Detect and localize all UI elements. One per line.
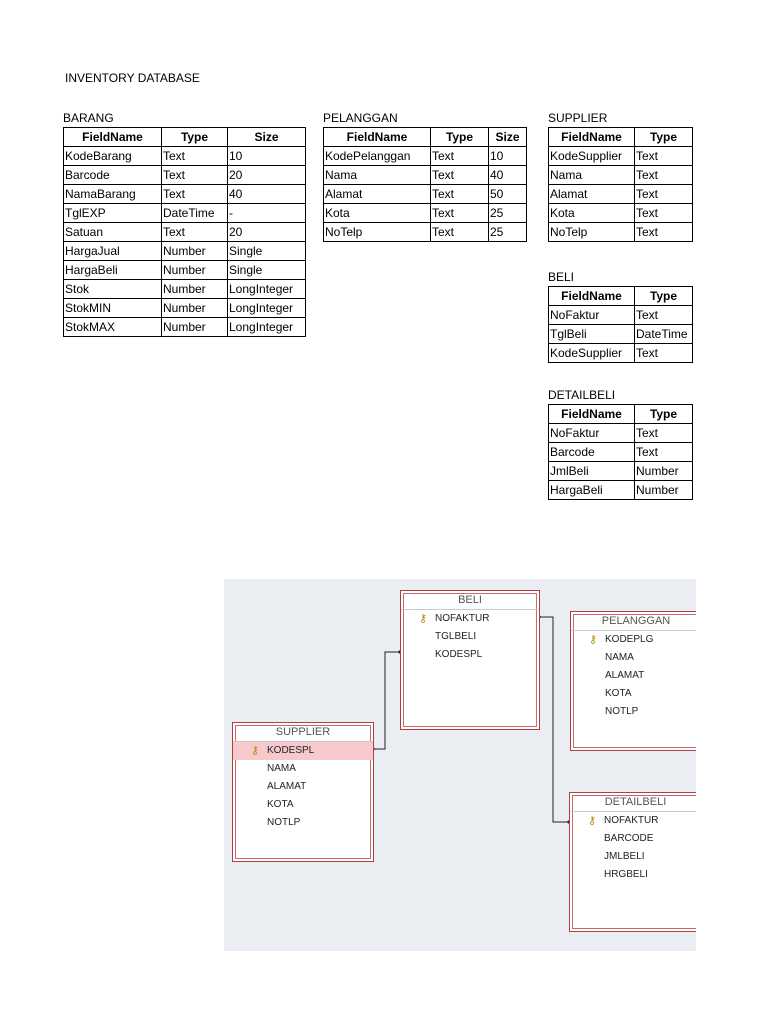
entity-field-label: ALAMAT xyxy=(605,670,645,681)
field-table xyxy=(63,127,306,337)
table-cell: Kota xyxy=(324,204,431,223)
table-row xyxy=(64,261,306,280)
table-cell: Single xyxy=(228,242,306,261)
table-row xyxy=(549,344,693,363)
table-cell: LongInteger xyxy=(228,280,306,299)
table-cell: Text xyxy=(635,344,693,363)
table-label: PELANGGAN xyxy=(323,111,398,125)
table-cell: KodePelanggan xyxy=(324,147,431,166)
table-cell: 40 xyxy=(489,166,527,185)
entity-field[interactable] xyxy=(571,649,696,667)
entity-field[interactable] xyxy=(570,830,696,848)
entity-field[interactable] xyxy=(233,742,373,760)
table-cell: Text xyxy=(635,306,693,325)
entity-field-label: HRGBELI xyxy=(604,869,648,880)
entity-supplier[interactable] xyxy=(232,722,374,862)
table-cell: Alamat xyxy=(549,185,635,204)
table-cell: 20 xyxy=(228,223,306,242)
table-cell: DateTime xyxy=(162,204,228,223)
column-header: FieldName xyxy=(549,287,635,306)
table-cell: Text xyxy=(162,223,228,242)
entity-field[interactable] xyxy=(571,667,696,685)
table-label: BARANG xyxy=(63,111,114,125)
table-row xyxy=(64,204,306,223)
entity-field-label: KOTA xyxy=(267,799,294,810)
entity-field-label: NAMA xyxy=(267,763,296,774)
table-cell: Text xyxy=(635,204,693,223)
entity-field-label: TGLBELI xyxy=(435,631,477,642)
entity-field-label: JMLBELI xyxy=(604,851,645,862)
table-row xyxy=(64,280,306,299)
entity-field[interactable] xyxy=(233,814,373,832)
header-row xyxy=(549,405,693,424)
table-cell: 50 xyxy=(489,185,527,204)
field-table xyxy=(323,127,527,242)
table-cell: Single xyxy=(228,261,306,280)
entity-field-label: BARCODE xyxy=(604,833,654,844)
table-cell: Text xyxy=(431,204,489,223)
table-cell: Text xyxy=(635,443,693,462)
table-cell: StokMIN xyxy=(64,299,162,318)
entity-field[interactable] xyxy=(571,685,696,703)
table-cell: Satuan xyxy=(64,223,162,242)
table-row xyxy=(549,424,693,443)
table-cell: TglBeli xyxy=(549,325,635,344)
key-icon: ⚷ xyxy=(251,745,260,757)
column-header: Size xyxy=(489,128,527,147)
table-cell: StokMAX xyxy=(64,318,162,337)
entity-field-label: NOTLP xyxy=(605,706,639,717)
table-cell: LongInteger xyxy=(228,299,306,318)
table-row xyxy=(324,223,527,242)
table-cell: Alamat xyxy=(324,185,431,204)
table-row xyxy=(549,166,693,185)
relation-beli-detailbeli xyxy=(539,617,569,822)
table-barang xyxy=(63,111,306,337)
table-row xyxy=(64,318,306,337)
key-icon: ⚷ xyxy=(588,815,597,827)
entity-field-label: NOFAKTUR xyxy=(604,815,659,826)
entity-title: BELI xyxy=(401,591,539,610)
table-cell: Number xyxy=(162,242,228,261)
column-header: Type xyxy=(431,128,489,147)
table-cell: 10 xyxy=(228,147,306,166)
column-header: Type xyxy=(635,128,693,147)
table-row xyxy=(64,185,306,204)
entity-field[interactable] xyxy=(233,778,373,796)
table-cell: Text xyxy=(635,185,693,204)
table-pelanggan xyxy=(323,111,527,242)
table-cell: 10 xyxy=(489,147,527,166)
table-cell: Text xyxy=(635,166,693,185)
table-cell: Text xyxy=(162,147,228,166)
table-cell: Text xyxy=(635,424,693,443)
entity-field-label: ALAMAT xyxy=(267,781,307,792)
entity-field[interactable] xyxy=(570,848,696,866)
entity-title: PELANGGAN xyxy=(571,612,696,631)
column-header: FieldName xyxy=(64,128,162,147)
table-row xyxy=(549,147,693,166)
header-row xyxy=(549,287,693,306)
entity-pelanggan[interactable] xyxy=(570,611,696,751)
table-cell: Number xyxy=(162,261,228,280)
entity-field-list xyxy=(571,631,696,721)
table-row xyxy=(549,204,693,223)
table-cell: 25 xyxy=(489,223,527,242)
table-cell: Text xyxy=(635,147,693,166)
table-cell: KodeBarang xyxy=(64,147,162,166)
table-cell: Text xyxy=(431,185,489,204)
entity-field-list xyxy=(401,610,539,664)
table-cell: KodeSupplier xyxy=(549,344,635,363)
table-cell: NoFaktur xyxy=(549,424,635,443)
header-row xyxy=(64,128,306,147)
column-header: FieldName xyxy=(549,405,635,424)
table-row xyxy=(549,185,693,204)
table-cell: Text xyxy=(635,223,693,242)
entity-field-label: NOTLP xyxy=(267,817,301,828)
table-beli xyxy=(548,270,693,363)
table-cell: HargaJual xyxy=(64,242,162,261)
column-header: FieldName xyxy=(324,128,431,147)
table-cell: Kota xyxy=(549,204,635,223)
key-icon: ⚷ xyxy=(419,613,428,625)
entity-detailbeli[interactable] xyxy=(569,792,696,932)
column-header: Type xyxy=(162,128,228,147)
entity-field-label: KODEPLG xyxy=(605,634,654,645)
table-row xyxy=(549,462,693,481)
table-cell: 25 xyxy=(489,204,527,223)
column-header: Size xyxy=(228,128,306,147)
table-row xyxy=(324,147,527,166)
table-cell: HargaBeli xyxy=(549,481,635,500)
table-row xyxy=(64,242,306,261)
table-row xyxy=(324,185,527,204)
entity-field[interactable] xyxy=(570,866,696,884)
table-cell: Barcode xyxy=(549,443,635,462)
table-cell: - xyxy=(228,204,306,223)
column-header: Type xyxy=(635,287,693,306)
table-cell: KodeSupplier xyxy=(549,147,635,166)
entity-field[interactable] xyxy=(233,796,373,814)
table-cell: NoTelp xyxy=(324,223,431,242)
document-title: INVENTORY DATABASE xyxy=(65,71,200,85)
table-cell: TglEXP xyxy=(64,204,162,223)
table-row xyxy=(549,306,693,325)
entity-field[interactable] xyxy=(401,610,539,628)
column-header: Type xyxy=(635,405,693,424)
table-row xyxy=(324,204,527,223)
entity-field[interactable] xyxy=(571,631,696,649)
entity-beli[interactable] xyxy=(400,590,540,730)
table-cell: Number xyxy=(162,318,228,337)
entity-field[interactable] xyxy=(571,703,696,721)
table-detailbeli xyxy=(548,388,693,500)
table-cell: Nama xyxy=(549,166,635,185)
table-cell: Number xyxy=(162,280,228,299)
table-cell: Number xyxy=(162,299,228,318)
entity-field[interactable] xyxy=(233,760,373,778)
table-cell: NoFaktur xyxy=(549,306,635,325)
table-cell: NamaBarang xyxy=(64,185,162,204)
entity-field[interactable] xyxy=(401,646,539,664)
column-header: FieldName xyxy=(549,128,635,147)
key-icon: ⚷ xyxy=(589,634,598,646)
entity-field-list xyxy=(233,742,373,832)
table-cell: Stok xyxy=(64,280,162,299)
table-row xyxy=(64,299,306,318)
relationship-diagram xyxy=(224,579,696,951)
entity-field-label: NOFAKTUR xyxy=(435,613,490,624)
relation-supplier-beli xyxy=(373,652,400,749)
table-cell: Number xyxy=(635,481,693,500)
entity-field-label: KODESPL xyxy=(267,745,315,756)
entity-field[interactable] xyxy=(570,812,696,830)
table-row xyxy=(549,223,693,242)
table-label: SUPPLIER xyxy=(548,111,608,125)
table-label: DETAILBELI xyxy=(548,388,616,402)
header-row xyxy=(324,128,527,147)
table-row xyxy=(549,443,693,462)
table-row xyxy=(549,325,693,344)
table-cell: Barcode xyxy=(64,166,162,185)
table-row xyxy=(64,223,306,242)
table-row xyxy=(64,166,306,185)
header-row xyxy=(549,128,693,147)
table-cell: Text xyxy=(162,166,228,185)
table-cell: DateTime xyxy=(635,325,693,344)
table-supplier xyxy=(548,111,693,242)
table-cell: NoTelp xyxy=(549,223,635,242)
field-table xyxy=(548,127,693,242)
table-cell: Number xyxy=(635,462,693,481)
field-table xyxy=(548,404,693,500)
entity-field[interactable] xyxy=(401,628,539,646)
table-row xyxy=(324,166,527,185)
entity-field-list xyxy=(570,812,696,884)
table-cell: HargaBeli xyxy=(64,261,162,280)
table-cell: Text xyxy=(431,223,489,242)
entity-field-label: NAMA xyxy=(605,652,634,663)
table-cell: Text xyxy=(431,147,489,166)
field-table xyxy=(548,286,693,363)
table-cell: Text xyxy=(162,185,228,204)
table-cell: LongInteger xyxy=(228,318,306,337)
table-cell: 20 xyxy=(228,166,306,185)
entity-title: SUPPLIER xyxy=(233,723,373,742)
entity-field-label: KODESPL xyxy=(435,649,483,660)
table-cell: Text xyxy=(431,166,489,185)
table-cell: Nama xyxy=(324,166,431,185)
table-cell: JmlBeli xyxy=(549,462,635,481)
table-row xyxy=(64,147,306,166)
table-row xyxy=(549,481,693,500)
entity-title: DETAILBELI xyxy=(570,793,696,812)
entity-field-label: KOTA xyxy=(605,688,632,699)
table-label: BELI xyxy=(548,270,575,284)
table-cell: 40 xyxy=(228,185,306,204)
